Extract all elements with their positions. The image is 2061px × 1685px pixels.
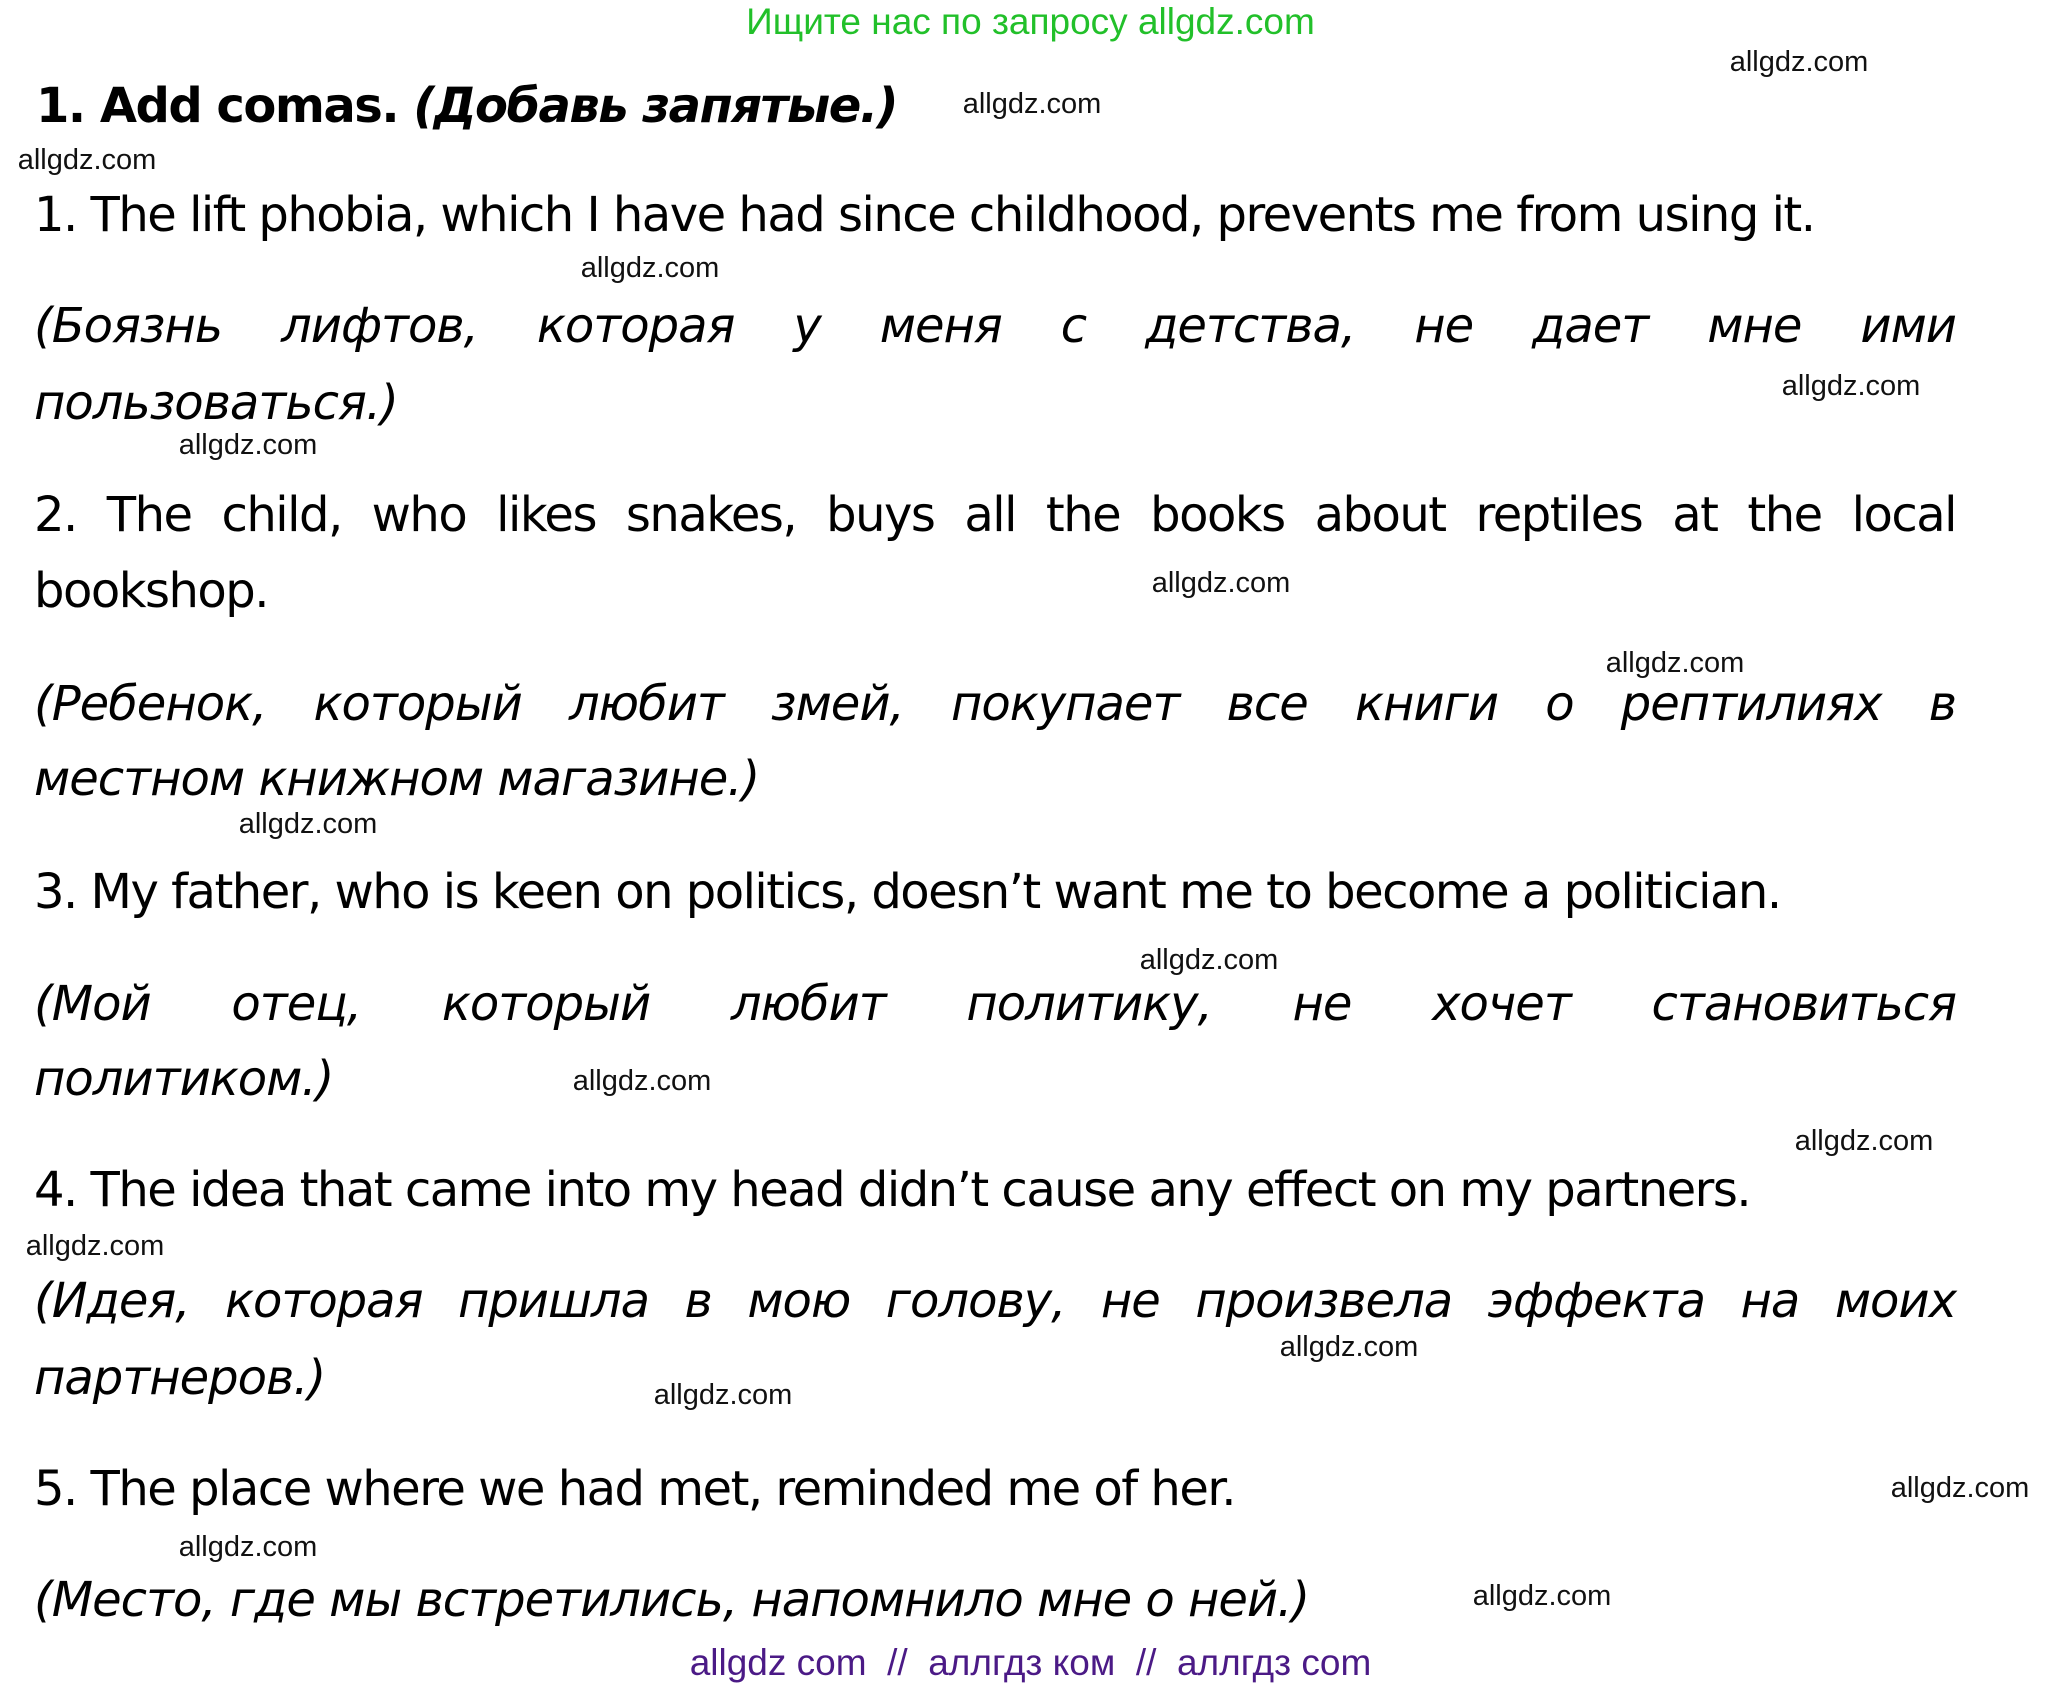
item-3-en-line-1: 3. My father, who is keen on politics, doesn’t want me to become a politician. [34, 864, 1781, 920]
item-3-ru-line-2: политиком.) [34, 1051, 334, 1107]
watermark: allgdz.com [580, 252, 720, 284]
watermark: allgdz.com [1472, 1580, 1612, 1612]
watermark: allgdz.com [1781, 370, 1921, 402]
watermark: allgdz.com [1729, 46, 1869, 78]
item-5-en-line-1: 5. The place where we had met, reminded me of her. [34, 1461, 1235, 1517]
search-hint-banner: Ищите нас по запросу allgdz.com [746, 1, 1315, 42]
item-4-en-line-1: 4. The idea that came into my head didn’t cause any effect on my partners. [34, 1162, 1751, 1218]
exercise-title-ru: (Добавь запятые.) [413, 78, 898, 134]
item-2-ru-line-2: местном книжном магазине.) [34, 751, 760, 807]
watermark: allgdz.com [17, 144, 157, 176]
item-4-ru-line-2: партнеров.) [34, 1350, 326, 1406]
watermark: allgdz.com [1794, 1125, 1934, 1157]
item-3-ru-line-1: (Мой отец, который любит политику, не хочет становиться [34, 976, 1956, 1032]
watermark: allgdz.com [1279, 1331, 1419, 1363]
watermark: allgdz.com [962, 88, 1102, 120]
item-2-en-line-1: 2. The child, who likes snakes, buys all the books about reptiles at the local [34, 487, 1956, 543]
item-2-en-line-2: bookshop. [34, 563, 269, 619]
watermark: allgdz.com [1139, 944, 1279, 976]
watermark: allgdz.com [1605, 647, 1745, 679]
item-5-ru-line-1: (Место, где мы встретились, напомнило мне о ней.) [34, 1572, 1310, 1628]
item-1-ru-line-1: (Боязнь лифтов, которая у меня с детства, не дает мне ими [34, 298, 1956, 354]
exercise-title-en: 1. Add comas. [36, 78, 399, 134]
watermark: allgdz.com [572, 1065, 712, 1097]
exercise-title [36, 76, 897, 136]
watermark: allgdz.com [178, 429, 318, 461]
watermark: allgdz.com [238, 808, 378, 840]
item-4-ru-line-1: (Идея, которая пришла в мою голову, не произвела эффекта на моих [34, 1273, 1956, 1329]
watermark: allgdz.com [178, 1531, 318, 1563]
watermark: allgdz.com [653, 1379, 793, 1411]
item-2-ru-line-1: (Ребенок, который любит змей, покупает все книги о рептилиях в [34, 676, 1956, 732]
watermark: allgdz.com [1890, 1472, 2030, 1504]
item-1-ru-line-2: пользоваться.) [34, 375, 398, 431]
footer-watermark: allgdz com // аллгдз ком // аллгдз com [689, 1642, 1372, 1683]
item-1-en-line-1: 1. The lift phobia, which I have had since childhood, prevents me from using it. [34, 187, 1815, 243]
watermark: allgdz.com [1151, 567, 1291, 599]
watermark: allgdz.com [25, 1230, 165, 1262]
